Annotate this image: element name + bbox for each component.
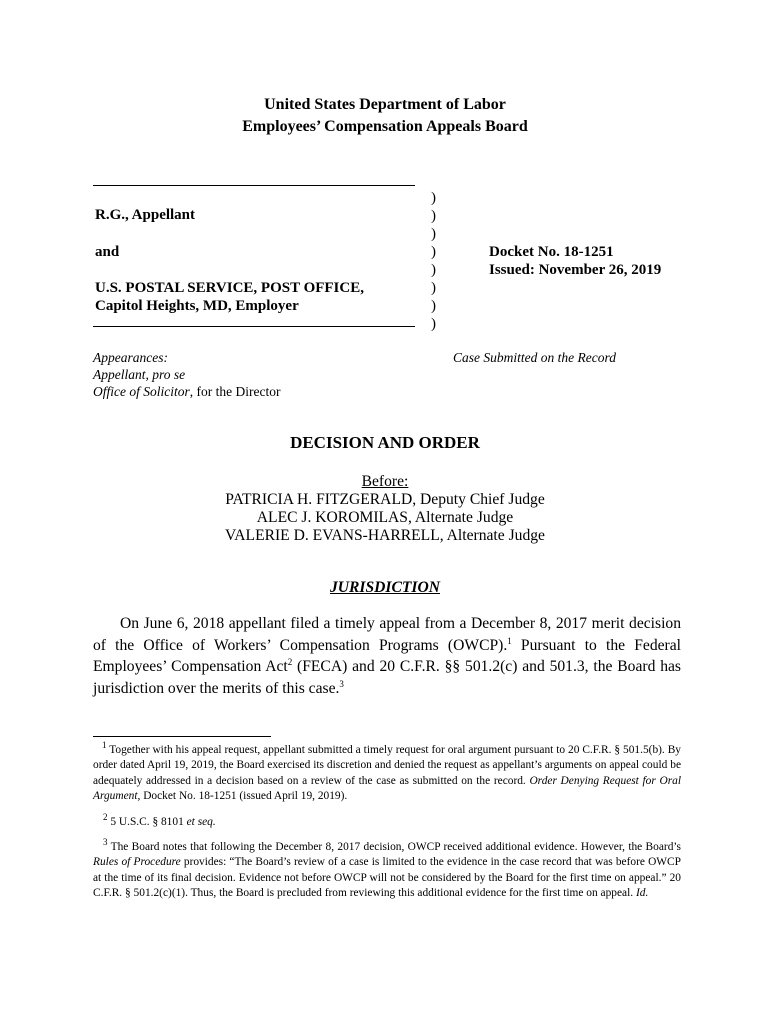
caption-paren: ) — [431, 316, 436, 332]
jurisdiction-text-1: On June 6, 2018 appellant filed a timely appeal from a December 8, 2017 merit decision of the Office of Workers’ Compensation Programs (OWCP). — [93, 615, 681, 654]
solicitor-appearance — [93, 383, 280, 400]
footnote-number-3: 3 — [103, 837, 108, 848]
case-submitted-note: Case Submitted on the Record — [453, 350, 616, 365]
jurisdiction-paragraph — [93, 613, 681, 699]
appearances-heading: Appearances: — [93, 350, 168, 365]
agency-title: United States Department of Labor — [264, 96, 506, 113]
judge-line: VALERIE D. EVANS-HARRELL, Alternate Judge — [225, 527, 545, 544]
footnote-3 — [93, 837, 681, 902]
appellant-appearance: Appellant, pro se — [93, 367, 186, 382]
solicitor-suffix: , for the Director — [189, 384, 281, 399]
footnote-3-text: The Board notes that following the December 8, 2017 decision, OWCP received additional evidence. However, the Board’s — [107, 841, 681, 853]
employer-line-2: Capitol Heights, MD, Employer — [95, 298, 299, 314]
employer-line-1: U.S. POSTAL SERVICE, POST OFFICE, — [95, 280, 364, 296]
caption-paren: ) — [431, 298, 436, 314]
caption-paren: ) — [431, 190, 436, 206]
caption-top-rule — [93, 185, 415, 186]
board-title: Employees’ Compensation Appeals Board — [242, 118, 528, 135]
judge-line: ALEC J. KOROMILAS, Alternate Judge — [256, 509, 514, 526]
caption-paren: ) — [431, 262, 436, 278]
footnote-3-rules: Rules of Procedure — [93, 856, 181, 869]
caption-paren: ) — [431, 244, 436, 260]
jurisdiction-text-3: (FECA) and 20 C.F.R. §§ 501.2(c) and 501.3, the Board has jurisdiction over the merits of this case. — [93, 658, 681, 697]
caption-paren: ) — [431, 208, 436, 224]
appellant-name: R.G., Appellant — [95, 207, 196, 223]
caption-bottom-rule — [93, 326, 415, 327]
footnote-ref-3[interactable]: 3 — [339, 678, 344, 689]
footnote-3-id: Id. — [635, 887, 649, 900]
jurisdiction-heading: JURISDICTION — [329, 579, 441, 596]
footnote-3-body: provides: “The Board’s review of a case is limited to the evidence in the case record that was before OWCP at the time of its final decision. Evidence not before OWCP will not be considered by the Board for the first time on appeal.” 20 C.F.R. § 501.2(c)(1). Thus, the Board is precluded from reviewing this additional evidence for the first time on appeal. — [93, 856, 681, 900]
before-text: Before: — [361, 473, 409, 490]
jurisdiction-heading-wrap — [0, 578, 770, 598]
footnote-2-et-seq: et seq. — [186, 816, 216, 828]
footnote-number-2: 2 — [103, 812, 108, 823]
footnote-2 — [93, 812, 681, 830]
solicitor-name: Office of Solicitor — [93, 384, 190, 399]
footnote-1-docket: Docket No. 18-1251 (issued April 19, 2019). — [140, 790, 348, 803]
caption-paren: ) — [431, 226, 436, 242]
footnote-separator — [93, 736, 271, 737]
jurisdiction-text-2: Pursuant to the Federal Employees’ Compensation Act — [93, 636, 681, 675]
footnote-1 — [93, 740, 681, 805]
footnote-number-1: 1 — [102, 740, 107, 751]
footnote-1-citation: Order Denying Request for Oral Argument, — [93, 774, 681, 803]
judge-line: PATRICIA H. FITZGERALD, Deputy Chief Judge — [225, 491, 545, 508]
footnote-ref-2[interactable]: 2 — [287, 656, 293, 667]
caption-paren: ) — [431, 280, 436, 296]
footnote-2-text: 5 U.S.C. § 8101 — [107, 816, 187, 828]
caption-and: and — [95, 244, 120, 260]
footnote-ref-1[interactable]: 1 — [507, 635, 512, 646]
issued-date: Issued: November 26, 2019 — [489, 262, 662, 278]
decision-title: DECISION AND ORDER — [290, 433, 480, 452]
docket-number: Docket No. 18-1251 — [489, 244, 614, 260]
before-label — [0, 472, 770, 491]
footnote-1-text: Together with his appeal request, appellant submitted a timely request for oral argument pursuant to 20 C.F.R. § 501.5(b). By order dated April 19, 2019, the Board exercised its discretion and denied the request as appellant’s arguments on appeal could be adequately addressed in a decision based on a review of the case as submitted on the record. — [93, 744, 681, 787]
